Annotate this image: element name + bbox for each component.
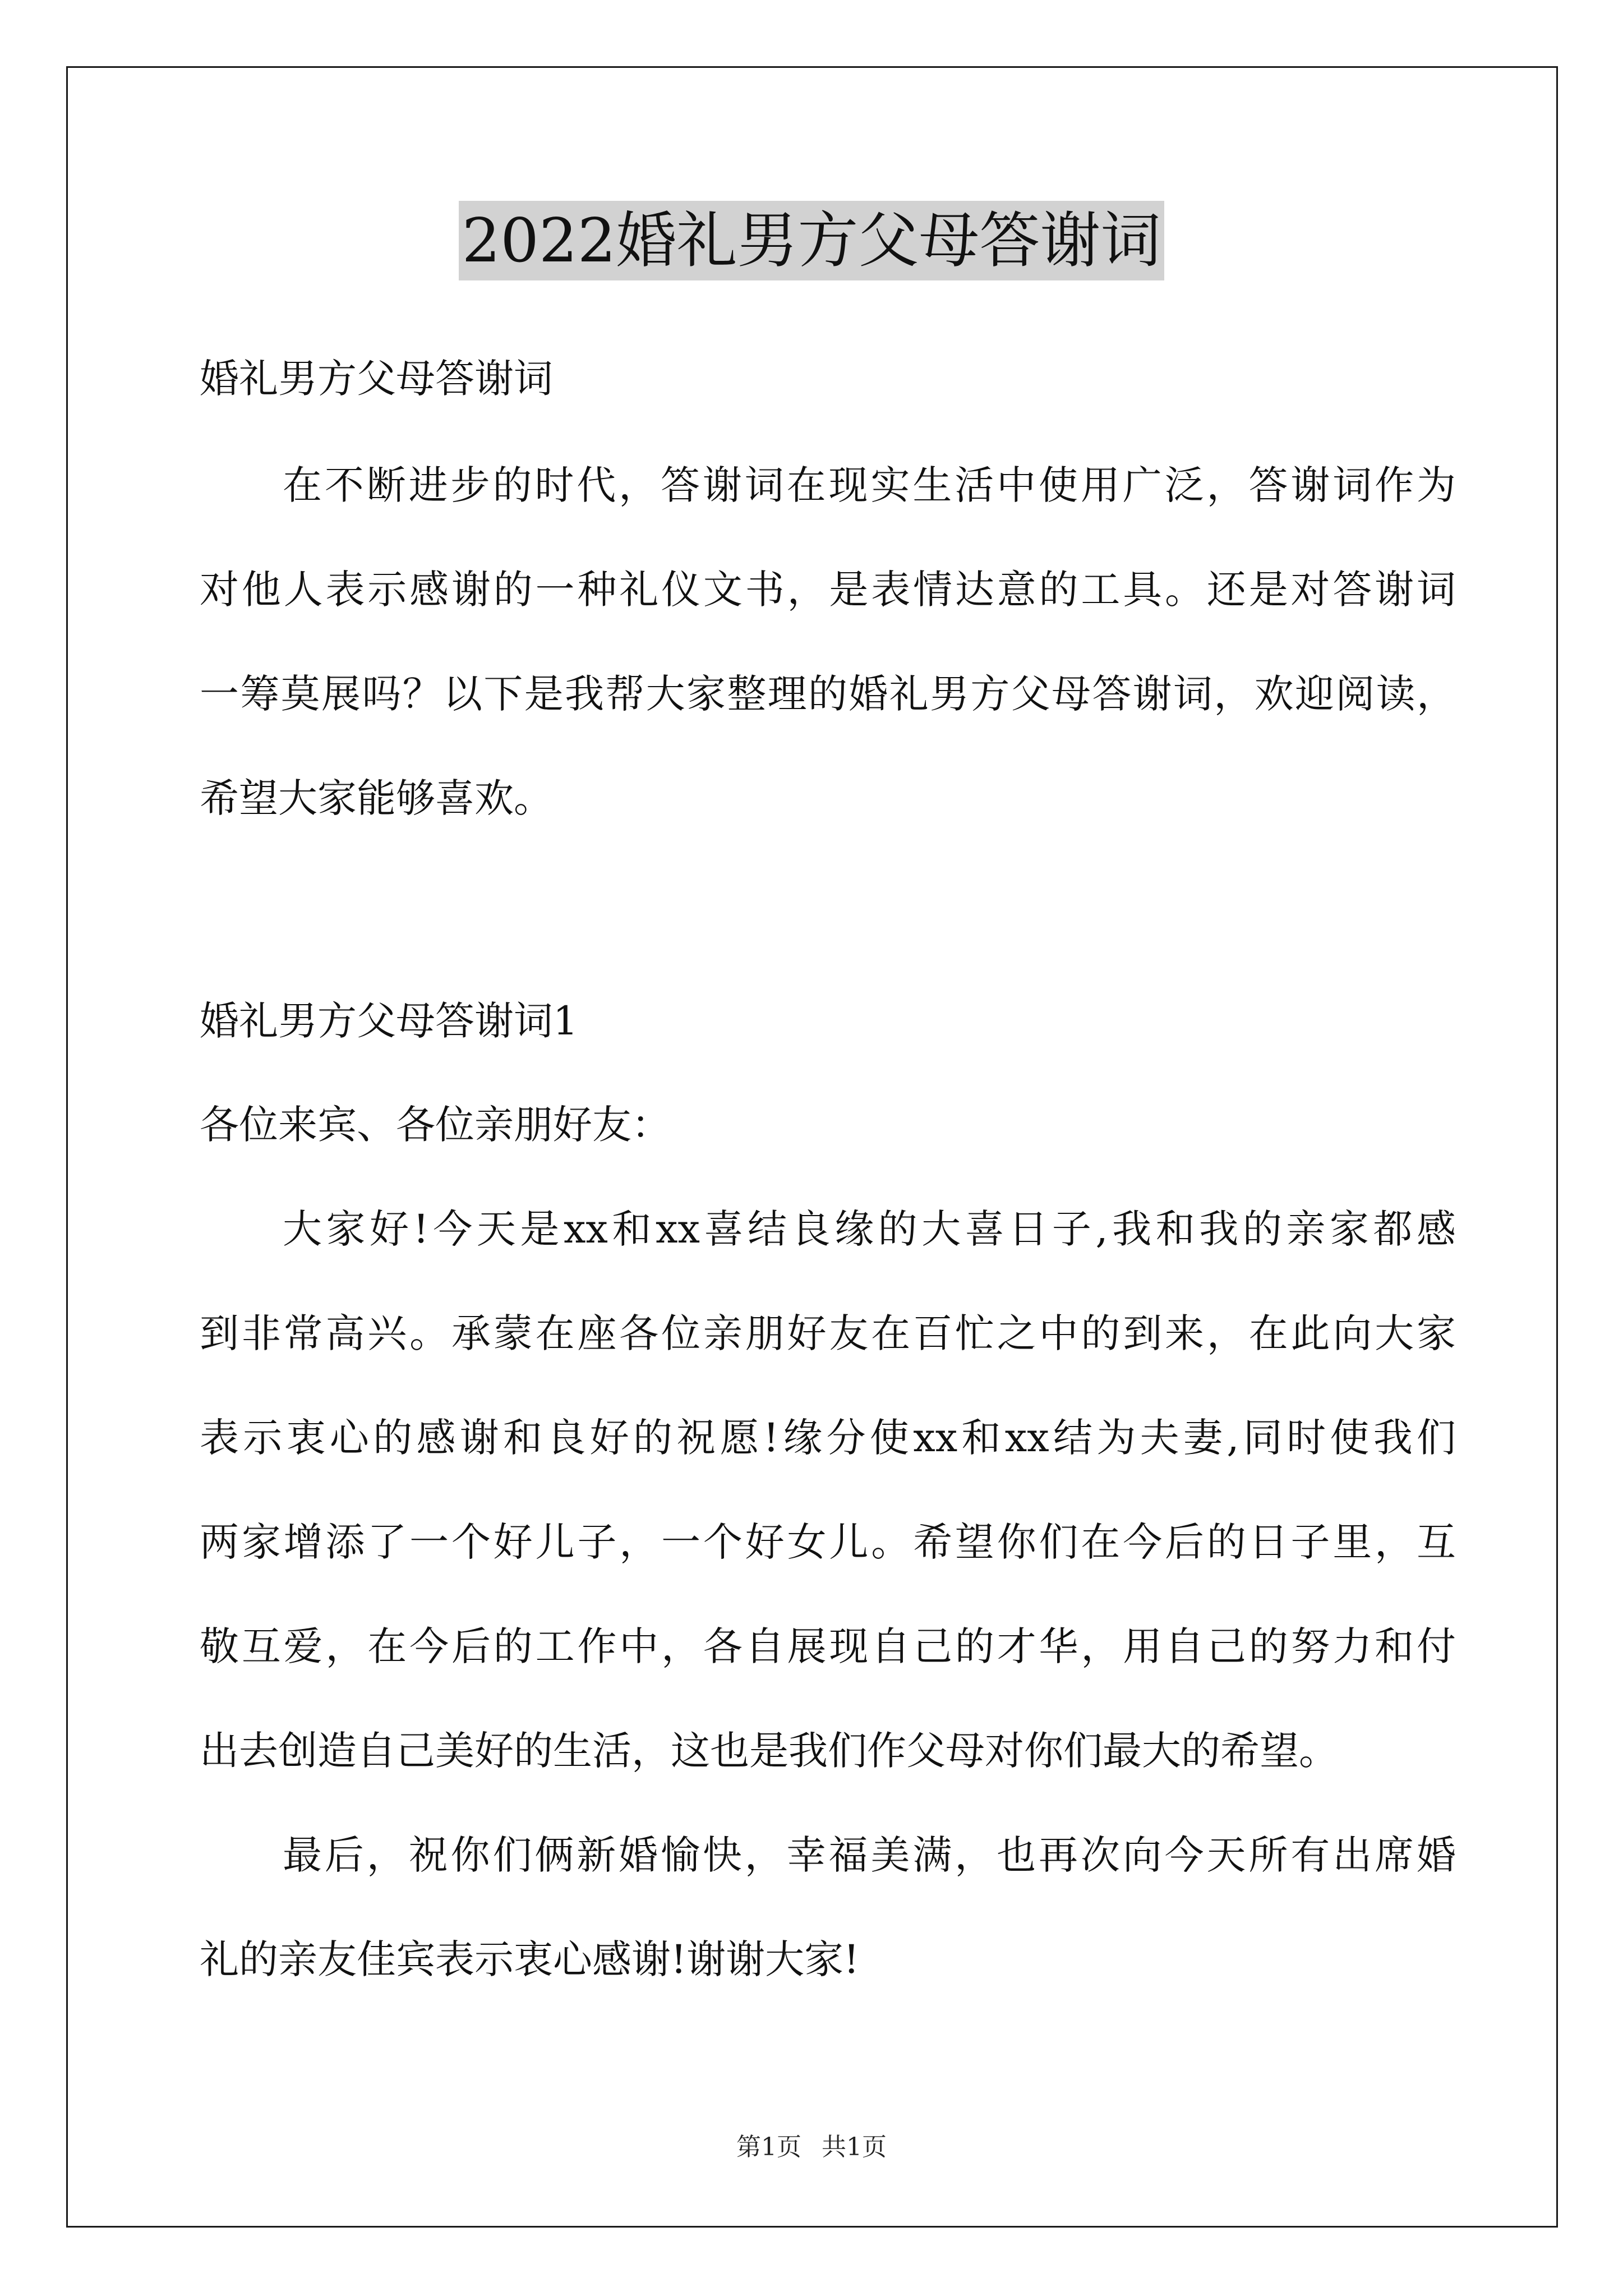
page-number: 第1页 [736,2133,801,2161]
intro-line: 一筹莫展吗？以下是我帮大家整理的婚礼男方父母答谢词，欢迎阅读， [200,671,1456,717]
intro-line: 希望大家能够喜欢。 [200,775,553,821]
body-line: 到非常高兴。承蒙在座各位亲朋好友在百忙之中的到来，在此向大家 [200,1310,1456,1356]
title-container [0,201,1623,280]
section-heading: 婚礼男方父母答谢词1 [200,998,578,1044]
intro-line: 对他人表示感谢的一种礼仪文书，是表情达意的工具。还是对答谢词 [200,567,1456,613]
body-line: 大家好!今天是xx和xx喜结良缘的大喜日子,我和我的亲家都感 [283,1206,1456,1252]
body-line: 最后，祝你们俩新婚愉快，幸福美满，也再次向今天所有出席婚 [283,1832,1456,1878]
body-line: 礼的亲友佳宾表示衷心感谢!谢谢大家! [200,1936,860,1982]
body-line: 两家增添了一个好儿子，一个好女儿。希望你们在今后的日子里，互 [200,1519,1456,1565]
body-line: 表示衷心的感谢和良好的祝愿!缘分使xx和xx结为夫妻,同时使我们 [200,1415,1456,1461]
subtitle: 婚礼男方父母答谢词 [200,356,553,402]
page-footer [0,2132,1623,2163]
body-line: 敬互爱，在今后的工作中，各自展现自己的才华，用自己的努力和付 [200,1623,1456,1669]
salutation: 各位来宾、各位亲朋好友： [200,1102,671,1148]
body-line: 出去创造自己美好的生活，这也是我们作父母对你们最大的希望。 [200,1728,1338,1774]
document-title: 2022婚礼男方父母答谢词 [459,201,1165,280]
intro-line: 在不断进步的时代，答谢词在现实生活中使用广泛，答谢词作为 [283,462,1456,508]
page-total: 共1页 [822,2133,887,2161]
